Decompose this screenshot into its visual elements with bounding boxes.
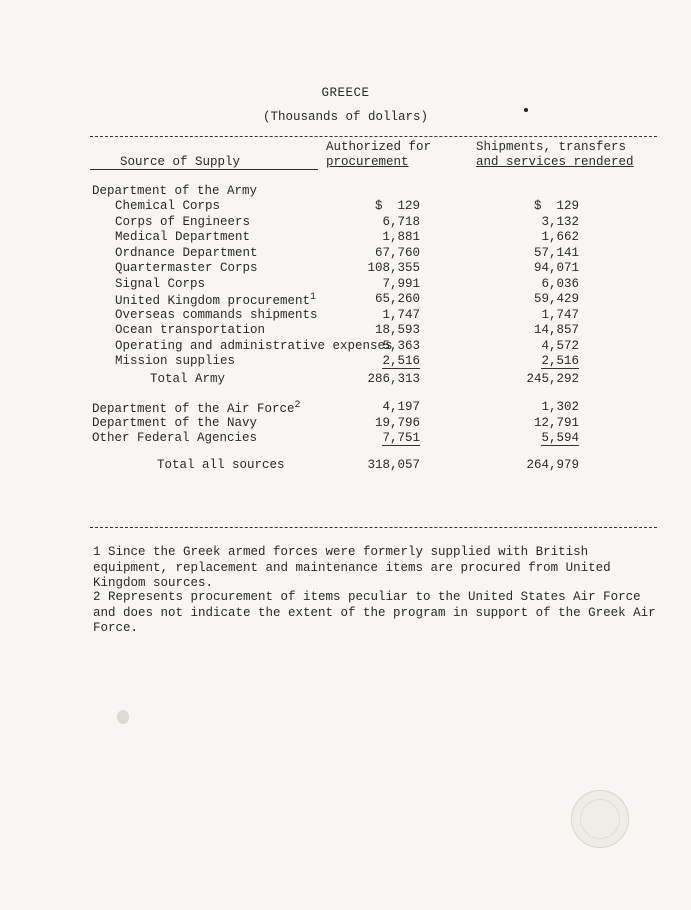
- row-label-text: Chemical Corps: [115, 199, 221, 213]
- footnote-1: 1 Since the Greek armed forces were formerly supplied with British equipment, replacement and maintenance items are procured from United Kingdom sources.: [93, 545, 611, 590]
- page-subtitle: (Thousands of dollars): [262, 110, 429, 124]
- shipments-cell: 12,791: [533, 415, 579, 430]
- bottom-rule: [90, 527, 657, 528]
- shipments-cell: 1,302: [541, 400, 579, 414]
- ink-smudge: [117, 710, 129, 724]
- row-label: [115, 246, 258, 260]
- row-label: [115, 292, 316, 308]
- authorized-cell: 1,881: [382, 230, 420, 244]
- authorized-cell: 18,593: [374, 323, 420, 337]
- table-row: [0, 277, 691, 292]
- table-row: [0, 292, 691, 307]
- shipments-cell: 2,516: [541, 354, 579, 368]
- row-label: [115, 354, 235, 368]
- row-label: [92, 431, 257, 445]
- table-row: [0, 246, 691, 261]
- authorized-cell: 2,516: [382, 354, 420, 368]
- table-row: [0, 354, 691, 369]
- footnote-marker: 1: [310, 292, 317, 303]
- authorized-cell: 67,760: [374, 245, 420, 260]
- row-label-text: United Kingdom procurement: [115, 294, 311, 309]
- shipments-cell: 1,662: [541, 230, 579, 244]
- header-source: Source of Supply: [120, 155, 241, 169]
- authorized-cell: 6,718: [382, 214, 420, 229]
- army-heading: Department of the Army: [92, 184, 258, 198]
- grand-total-authorized: 318,057: [367, 458, 420, 472]
- row-label: [115, 215, 250, 229]
- total-army-row: [0, 372, 691, 387]
- total-army-shipments: 245,292: [526, 372, 579, 386]
- row-label-text: Signal Corps: [115, 276, 206, 291]
- grand-total-shipments: 264,979: [526, 458, 579, 472]
- authorized-cell: 4,197: [382, 400, 420, 414]
- table-row: [0, 261, 691, 276]
- row-label: [115, 277, 205, 291]
- table-row: [0, 400, 691, 415]
- total-army-label: Total Army: [150, 372, 226, 386]
- header-underline-source: [90, 169, 318, 170]
- table-row: [0, 323, 691, 338]
- row-label-text: Mission supplies: [115, 354, 236, 368]
- header-authorized-line1: Authorized for: [326, 140, 432, 154]
- top-rule: [90, 136, 657, 137]
- header-shipments-line2: and services rendered: [476, 155, 634, 169]
- row-label-text: Medical Department: [115, 230, 251, 244]
- shipments-cell: 57,141: [533, 245, 579, 260]
- row-label-text: Operating and administrative expenses: [115, 338, 393, 353]
- authorized-cell: 1,747: [382, 307, 420, 322]
- shipments-cell: 59,429: [533, 292, 579, 306]
- table-row: [0, 215, 691, 230]
- total-army-authorized: 286,313: [367, 372, 420, 386]
- page-title: GREECE: [321, 86, 370, 100]
- row-label: [115, 339, 393, 353]
- row-label-text: Ordnance Department: [115, 245, 258, 260]
- authorized-cell: 7,751: [382, 431, 420, 445]
- archive-stamp: [571, 790, 629, 848]
- authorized-cell: 7,991: [382, 276, 420, 291]
- footnote-2: 2 Represents procurement of items peculiar to the United States Air Force and does not indicate the extent of the program in support of the Greek Air Force.: [93, 590, 656, 635]
- row-label-text: Corps of Engineers: [115, 214, 251, 229]
- shipments-cell: 14,857: [533, 323, 579, 337]
- footnote-marker: 2: [294, 400, 301, 411]
- row-label: [115, 261, 258, 275]
- authorized-cell: 19,796: [374, 415, 420, 430]
- row-label: [115, 230, 250, 244]
- shipments-cell: $ 129: [533, 199, 579, 213]
- authorized-cell: 5,363: [382, 338, 420, 353]
- table-row: [0, 308, 691, 323]
- table-row: [0, 339, 691, 354]
- table-row: [0, 416, 691, 431]
- row-label-text: Ocean transportation: [115, 323, 266, 337]
- shipments-cell: 3,132: [541, 214, 579, 229]
- shipments-cell: 6,036: [541, 276, 579, 291]
- row-label-text: Other Federal Agencies: [92, 431, 258, 445]
- row-label: [92, 400, 301, 416]
- table-row: [0, 199, 691, 214]
- grand-total-label: Total all sources: [157, 458, 285, 472]
- header-shipments-line1: Shipments, transfers: [476, 140, 627, 154]
- shipments-cell: 94,071: [533, 261, 579, 275]
- row-label-text: Department of the Navy: [92, 415, 258, 430]
- row-label: [115, 199, 220, 213]
- row-label: [115, 308, 318, 322]
- shipments-cell: 5,594: [541, 431, 579, 445]
- row-label: [115, 323, 265, 337]
- row-label: [92, 416, 257, 430]
- header-authorized-line2: procurement: [326, 155, 409, 169]
- shipments-cell: 4,572: [541, 338, 579, 353]
- row-label-text: Overseas commands shipments: [115, 307, 318, 322]
- grand-total-row: [0, 458, 691, 473]
- table-row: [0, 431, 691, 446]
- shipments-cell: 1,747: [541, 307, 579, 322]
- authorized-cell: 108,355: [367, 261, 420, 275]
- table-row: [0, 230, 691, 245]
- row-label-text: Quartermaster Corps: [115, 261, 258, 275]
- row-label-text: Department of the Air Force: [92, 402, 295, 417]
- authorized-cell: 65,260: [374, 292, 420, 306]
- authorized-cell: $ 129: [374, 199, 420, 213]
